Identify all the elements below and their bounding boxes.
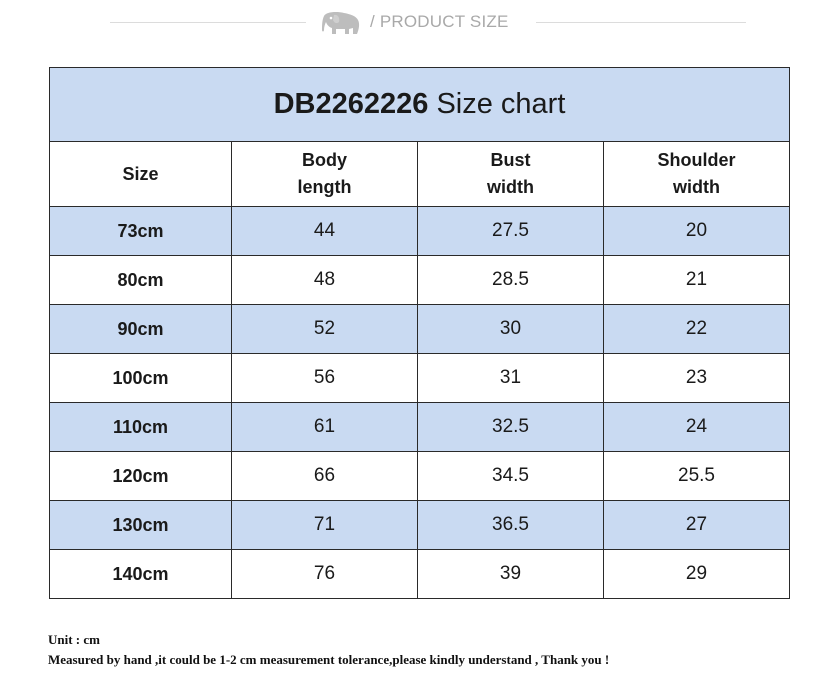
header-divider-left: [110, 22, 306, 23]
size-chart-table: [49, 67, 790, 599]
table-row: [50, 452, 790, 501]
elephant-icon: [316, 10, 366, 36]
shoulder-width-cell: 22: [604, 305, 790, 354]
size-cell: 110cm: [50, 403, 232, 452]
header-divider-right: [536, 22, 746, 23]
column-header-line: Shoulder: [657, 150, 736, 170]
size-chart-title-text: Size chart: [436, 88, 566, 120]
body-length-cell: 76: [232, 550, 418, 599]
table-row: [50, 207, 790, 256]
shoulder-width-cell: 23: [604, 354, 790, 403]
bust-width-cell: 32.5: [418, 403, 604, 452]
unit-note: Unit : cm: [48, 632, 100, 647]
column-header-line: Size: [122, 163, 159, 184]
column-header-bust-width: [418, 142, 604, 207]
size-cell: 90cm: [50, 305, 232, 354]
section-header: [0, 8, 828, 38]
table-row: [50, 256, 790, 305]
header-title: / PRODUCT SIZE: [370, 12, 509, 31]
body-length-cell: 44: [232, 207, 418, 256]
size-chart-title: [50, 68, 790, 142]
body-length-cell: 66: [232, 452, 418, 501]
shoulder-width-cell: 20: [604, 207, 790, 256]
column-header-line: Bust: [490, 150, 531, 170]
measurement-notes: [48, 630, 609, 670]
bust-width-cell: 30: [418, 305, 604, 354]
shoulder-width-cell: 24: [604, 403, 790, 452]
product-code: DB2262226: [273, 88, 429, 120]
body-length-cell: 56: [232, 354, 418, 403]
size-cell: 80cm: [50, 256, 232, 305]
body-length-cell: 48: [232, 256, 418, 305]
bust-width-cell: 36.5: [418, 501, 604, 550]
column-header-line: Body: [302, 150, 347, 170]
column-header-body-length: [232, 142, 418, 207]
body-length-cell: 71: [232, 501, 418, 550]
bust-width-cell: 28.5: [418, 256, 604, 305]
size-cell: 140cm: [50, 550, 232, 599]
column-header-size: [50, 142, 232, 207]
shoulder-width-cell: 29: [604, 550, 790, 599]
shoulder-width-cell: 21: [604, 256, 790, 305]
table-row: [50, 403, 790, 452]
table-row: [50, 501, 790, 550]
size-cell: 73cm: [50, 207, 232, 256]
column-header-line: width: [673, 177, 720, 197]
column-header-row: [50, 142, 790, 207]
column-header-line: width: [487, 177, 534, 197]
size-cell: 120cm: [50, 452, 232, 501]
bust-width-cell: 27.5: [418, 207, 604, 256]
shoulder-width-cell: 25.5: [604, 452, 790, 501]
bust-width-cell: 34.5: [418, 452, 604, 501]
table-row: [50, 305, 790, 354]
body-length-cell: 61: [232, 403, 418, 452]
shoulder-width-cell: 27: [604, 501, 790, 550]
size-cell: 100cm: [50, 354, 232, 403]
size-cell: 130cm: [50, 501, 232, 550]
table-row: [50, 354, 790, 403]
tolerance-note: Measured by hand ,it could be 1-2 cm measurement tolerance,please kindly understand , Thank you !: [48, 652, 610, 667]
size-chart-title-row: [50, 68, 790, 142]
column-header-line: length: [297, 177, 352, 197]
column-header-shoulder-width: [604, 142, 790, 207]
bust-width-cell: 39: [418, 550, 604, 599]
table-row: [50, 550, 790, 599]
body-length-cell: 52: [232, 305, 418, 354]
bust-width-cell: 31: [418, 354, 604, 403]
